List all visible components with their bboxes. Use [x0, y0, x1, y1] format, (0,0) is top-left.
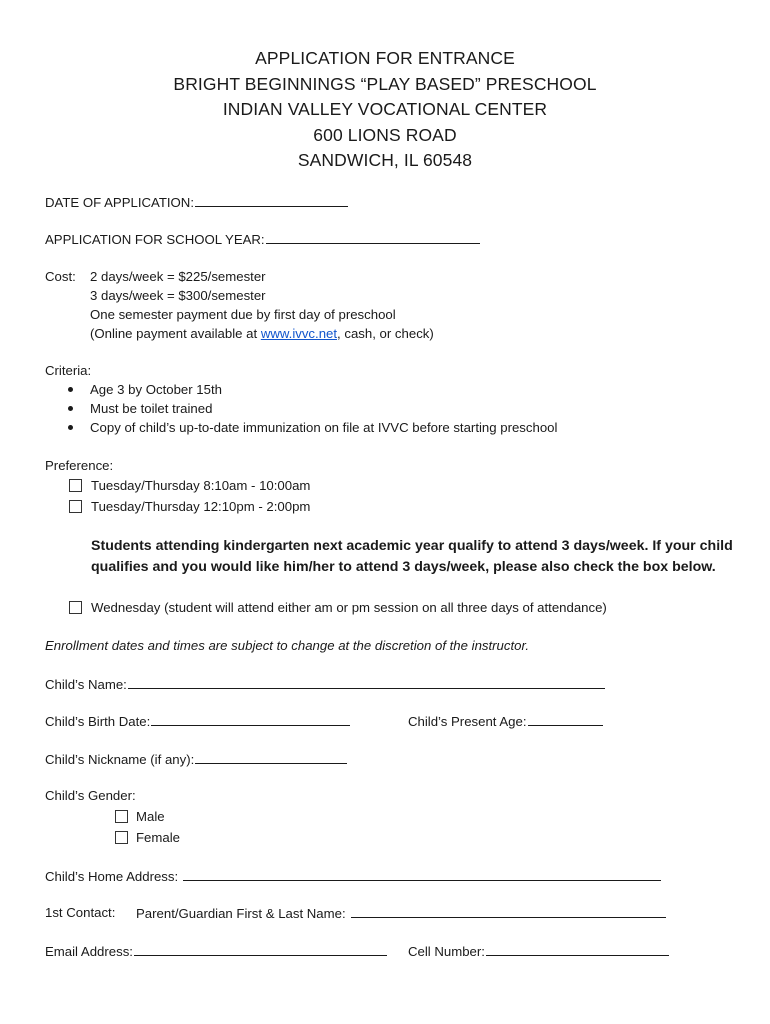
guardian-name-label: Parent/Guardian First & Last Name:	[136, 906, 346, 921]
cost-label: Cost:	[45, 269, 76, 284]
bullet-icon	[68, 387, 73, 392]
ivvc-website-link[interactable]: www.ivvc.net	[260, 326, 338, 341]
email-field[interactable]	[45, 942, 387, 961]
bullet-icon	[68, 425, 73, 430]
birth-date-line[interactable]	[151, 712, 350, 726]
gender-option-female: Female	[136, 830, 180, 845]
header-school-name: BRIGHT BEGINNINGS “PLAY BASED” PRESCHOOL	[173, 73, 597, 94]
cell-number-label: Cell Number:	[408, 944, 485, 959]
checkbox-wednesday[interactable]	[69, 601, 82, 614]
cost-line-due: One semester payment due by first day of preschool	[90, 307, 396, 322]
bullet-icon	[68, 406, 73, 411]
child-name-label: Child’s Name:	[45, 677, 127, 692]
gender-option-male: Male	[136, 809, 165, 824]
option-tue-thu-morning: Tuesday/Thursday 8:10am - 10:00am	[91, 478, 311, 493]
first-contact-label: 1st Contact:	[45, 905, 116, 920]
nickname-label: Child’s Nickname (if any):	[45, 752, 195, 767]
cost-line-two-days: 2 days/week = $225/semester	[90, 269, 266, 284]
date-of-application-field[interactable]	[45, 193, 348, 212]
date-of-application-line[interactable]	[195, 193, 348, 207]
present-age-label: Child’s Present Age:	[408, 714, 527, 729]
header-center-name: INDIAN VALLEY VOCATIONAL CENTER	[222, 99, 548, 119]
checkbox-tue-thu-morning[interactable]	[69, 479, 82, 492]
cell-number-field[interactable]	[408, 942, 669, 961]
guardian-name-field[interactable]	[136, 904, 666, 923]
birth-date-field[interactable]	[45, 712, 350, 731]
criteria-label: Criteria:	[45, 363, 92, 378]
school-year-line[interactable]	[266, 230, 480, 244]
birth-date-label: Child’s Birth Date:	[45, 714, 151, 729]
checkbox-male[interactable]	[115, 810, 128, 823]
payment-text-post: , cash, or check)	[337, 326, 434, 341]
home-address-field[interactable]	[45, 867, 661, 886]
school-year-label: APPLICATION FOR SCHOOL YEAR:	[45, 232, 265, 247]
criteria-item: Age 3 by October 15th	[90, 382, 222, 397]
option-wednesday: Wednesday (student will attend either am or pm session on all three days of attendance)	[91, 600, 607, 615]
nickname-field[interactable]	[45, 750, 347, 769]
cost-line-payment	[90, 325, 434, 343]
payment-text-pre: (Online payment available at	[90, 326, 261, 341]
three-day-notice: Students attending kindergarten next academic year qualify to attend 3 days/week. If your child qualifies and you would like him/her to attend 3 days/week, please also check the box below.	[91, 538, 733, 575]
criteria-item: Must be toilet trained	[90, 401, 213, 416]
nickname-line[interactable]	[195, 750, 347, 764]
form-header	[0, 46, 770, 174]
present-age-field[interactable]	[408, 712, 603, 731]
cell-number-line[interactable]	[486, 942, 669, 956]
preference-label: Preference:	[45, 458, 114, 473]
present-age-line[interactable]	[528, 712, 603, 726]
home-address-line[interactable]	[183, 867, 661, 881]
checkbox-tue-thu-afternoon[interactable]	[69, 500, 82, 513]
child-name-field[interactable]	[45, 675, 605, 694]
child-name-line[interactable]	[128, 675, 605, 689]
checkbox-female[interactable]	[115, 831, 128, 844]
guardian-name-line[interactable]	[351, 904, 666, 918]
header-city: SANDWICH, IL 60548	[297, 150, 473, 170]
header-title: APPLICATION FOR ENTRANCE	[255, 48, 515, 68]
school-year-field[interactable]	[45, 230, 480, 249]
email-label: Email Address:	[45, 944, 133, 959]
email-line[interactable]	[134, 942, 387, 956]
cost-line-three-days: 3 days/week = $300/semester	[90, 288, 266, 303]
header-street: 600 LIONS ROAD	[313, 124, 457, 145]
option-tue-thu-afternoon: Tuesday/Thursday 12:10pm - 2:00pm	[91, 499, 311, 514]
gender-label: Child’s Gender:	[45, 788, 136, 803]
enrollment-disclaimer: Enrollment dates and times are subject to change at the discretion of the instructor.	[45, 638, 530, 653]
criteria-item: Copy of child’s up-to-date immunization on file at IVVC before starting preschool	[90, 420, 558, 435]
date-of-application-label: DATE OF APPLICATION:	[45, 195, 194, 210]
home-address-label: Child’s Home Address:	[45, 869, 179, 884]
